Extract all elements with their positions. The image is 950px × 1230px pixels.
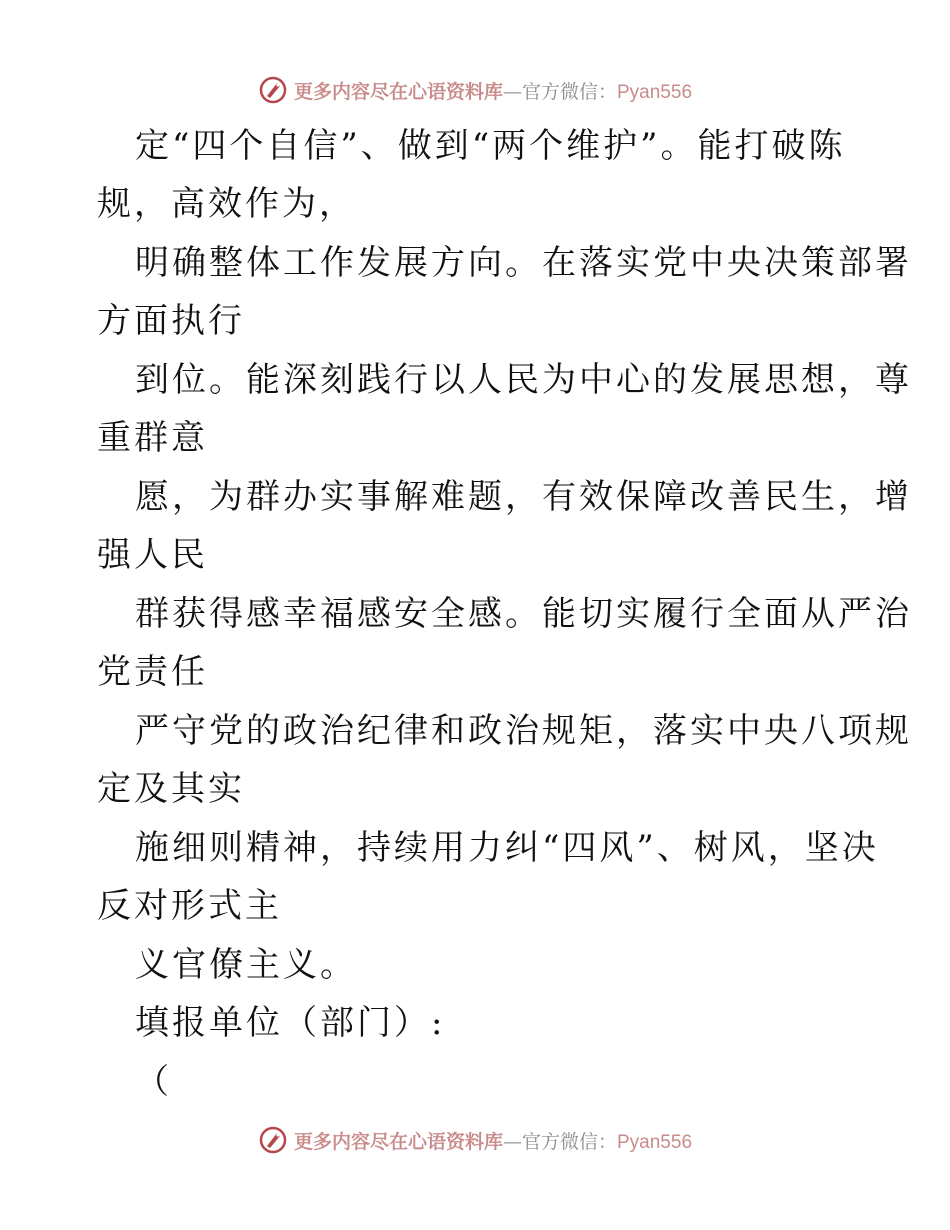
body-line: 义官僚主义。	[135, 945, 357, 985]
body-line: 到位。能深刻践行以人民为中心的发展思想，尊	[135, 360, 912, 400]
body-line: 严守党的政治纪律和政治规矩，落实中央八项规	[135, 711, 912, 751]
watermark-separator: —	[502, 1130, 522, 1153]
pen-nib-icon	[258, 75, 288, 105]
body-line: 规，高效作为，	[97, 184, 356, 224]
footer-watermark	[0, 1122, 950, 1158]
watermark-account: Pyan556	[617, 81, 693, 103]
body-line: 方面执行	[97, 301, 245, 341]
body-line: 明确整体工作发展方向。在落实党中央决策部署	[135, 243, 912, 283]
watermark-account: Pyan556	[617, 1131, 693, 1153]
watermark-label: 官方微信：	[521, 1130, 617, 1153]
watermark-site-text: 更多内容尽在心语资料库	[293, 80, 503, 103]
pen-nib-icon	[258, 1125, 288, 1155]
watermark-label: 官方微信：	[521, 80, 617, 103]
body-line: 党责任	[97, 652, 208, 692]
watermark-separator: —	[502, 80, 522, 103]
body-line: 施细则精神，持续用力纠“四风”、树风，坚决	[135, 828, 879, 868]
watermark-site-text: 更多内容尽在心语资料库	[293, 1130, 503, 1153]
watermark-text	[294, 77, 692, 104]
body-line: 定“四个自信”、做到“两个维护”。能打破陈	[135, 126, 846, 166]
watermark-text	[294, 1127, 692, 1154]
body-line: 定及其实	[97, 769, 245, 809]
body-line: （	[135, 1062, 172, 1102]
header-watermark	[0, 72, 950, 108]
body-line: 重群意	[97, 418, 208, 458]
body-line: 强人民	[97, 535, 208, 575]
body-line: 群获得感幸福感安全感。能切实履行全面从严治	[135, 594, 912, 634]
body-line: 填报单位（部门）:	[135, 1003, 446, 1043]
body-line: 愿，为群办实事解难题，有效保障改善民生，增	[135, 477, 912, 517]
body-line: 反对形式主	[97, 886, 282, 926]
